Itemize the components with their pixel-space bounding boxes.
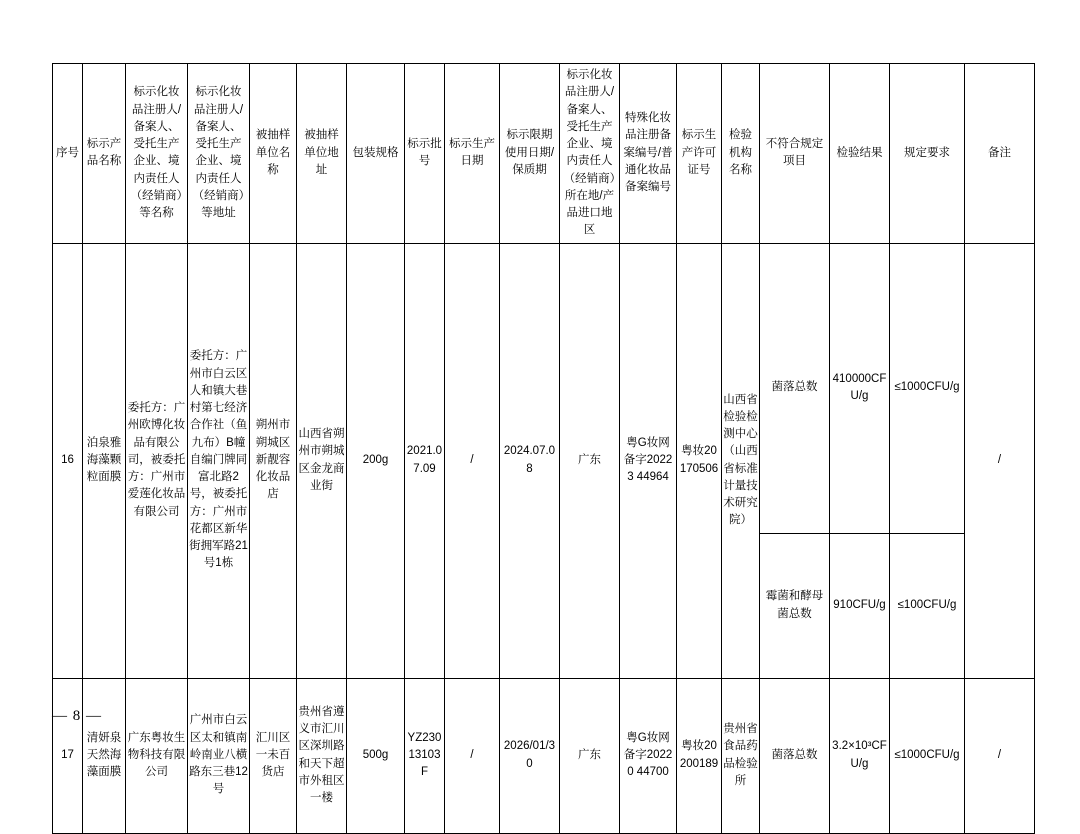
column-header-product-name: 标示产品名称 <box>83 64 126 244</box>
cell-expiry-date: 2026/01/30 <box>500 678 560 833</box>
column-header-requirement: 规定要求 <box>890 64 965 244</box>
cell-license-no: 粤妆20200189 <box>677 678 722 833</box>
cell-nonconforming-item: 霉菌和酵母菌总数 <box>760 533 830 678</box>
cell-expiry-date: 2024.07.08 <box>500 243 560 678</box>
cell-remark: / <box>965 678 1035 833</box>
column-header-index: 序号 <box>53 64 83 244</box>
column-header-remark: 备注 <box>965 64 1035 244</box>
table-row <box>53 243 1080 533</box>
cell-result: 410000CFU/g <box>830 243 890 533</box>
cell-registrant-name: 委托方：广州欧博化妆品有限公司，被委托方：广州市爱莲化妆品有限公司 <box>126 243 188 678</box>
cell-license-no: 粤妆20170506 <box>677 243 722 678</box>
cell-requirement: ≤1000CFU/g <box>890 243 965 533</box>
cell-package-spec: 200g <box>347 243 405 678</box>
column-header-inspection-org: 检验机构名称 <box>722 64 760 244</box>
cell-sampled-unit-name: 朔州市朔城区新靓容化妆品店 <box>250 243 297 678</box>
cell-registrant-address: 广州市白云区太和镇南岭南业八横路东三巷12号 <box>188 678 250 833</box>
table-row <box>53 678 1080 833</box>
column-header-sampled-unit-name: 被抽样单位名称 <box>250 64 297 244</box>
column-header-result: 检验结果 <box>830 64 890 244</box>
column-header-expiry-date: 标示限期使用日期/保质期 <box>500 64 560 244</box>
column-header-registrant-address: 标示化妆品注册人/备案人、受托生产企业、境内责任人（经销商）等地址 <box>188 64 250 244</box>
column-header-package-spec: 包装规格 <box>347 64 405 244</box>
cell-production-date: / <box>445 678 500 833</box>
cell-requirement: ≤1000CFU/g <box>890 678 965 833</box>
column-header-production-date: 标示生产日期 <box>445 64 500 244</box>
cell-record-no: 粤G妆网备字20223 44964 <box>620 243 677 678</box>
cell-registrant-name: 广东粤妆生物科技有限公司 <box>126 678 188 833</box>
cell-product-name: 清妍泉天然海藻面膜 <box>83 678 126 833</box>
column-header-nonconforming-item: 不符合规定项目 <box>760 64 830 244</box>
cell-production-date: / <box>445 243 500 678</box>
cell-remark: / <box>965 243 1035 678</box>
cell-sampled-unit-name: 汇川区一未百货店 <box>250 678 297 833</box>
cell-index: 16 <box>53 243 83 678</box>
cell-inspection-org: 贵州省食品药品检验所 <box>722 678 760 833</box>
cell-result: 910CFU/g <box>830 533 890 678</box>
cell-region: 广东 <box>560 678 620 833</box>
cell-result: 3.2×10³CFU/g <box>830 678 890 833</box>
column-header-license-no: 标示生产许可证号 <box>677 64 722 244</box>
cell-product-name: 泊泉雅海藻颗粒面膜 <box>83 243 126 678</box>
page-number: — 8 — <box>52 708 252 725</box>
column-header-region: 标示化妆品注册人/备案人、受托生产企业、境内责任人（经销商）所在地/产品进口地区 <box>560 64 620 244</box>
cell-region: 广东 <box>560 243 620 678</box>
cell-requirement: ≤100CFU/g <box>890 533 965 678</box>
cell-sampled-unit-address: 贵州省遵义市汇川区深圳路和天下超市外租区一楼 <box>297 678 347 833</box>
cell-batch-no: YZ23013103F <box>405 678 445 833</box>
cell-inspection-org: 山西省检验检测中心（山西省标准计量技术研究院） <box>722 243 760 678</box>
cell-index: 17 <box>53 678 83 833</box>
cell-record-no: 粤G妆网备字20220 44700 <box>620 678 677 833</box>
cell-batch-no: 2021.07.09 <box>405 243 445 678</box>
cell-nonconforming-item: 菌落总数 <box>760 243 830 533</box>
column-header-registrant-name: 标示化妆品注册人/备案人、受托生产企业、境内责任人（经销商）等名称 <box>126 64 188 244</box>
column-header-sampled-unit-address: 被抽样单位地址 <box>297 64 347 244</box>
cell-sampled-unit-address: 山西省朔州市朔城区金龙商业街 <box>297 243 347 678</box>
cell-nonconforming-item: 菌落总数 <box>760 678 830 833</box>
column-header-batch-no: 标示批号 <box>405 64 445 244</box>
column-header-record-no: 特殊化妆品注册备案编号/普通化妆品备案编号 <box>620 64 677 244</box>
cell-package-spec: 500g <box>347 678 405 833</box>
cell-registrant-address: 委托方：广州市白云区人和镇大巷村第七经济合作社（鱼九布）B幢自编门牌同富北路2号，被委托方：广州市花都区新华街拥军路21号1栋 <box>188 243 250 678</box>
table-header-row <box>53 64 1080 244</box>
